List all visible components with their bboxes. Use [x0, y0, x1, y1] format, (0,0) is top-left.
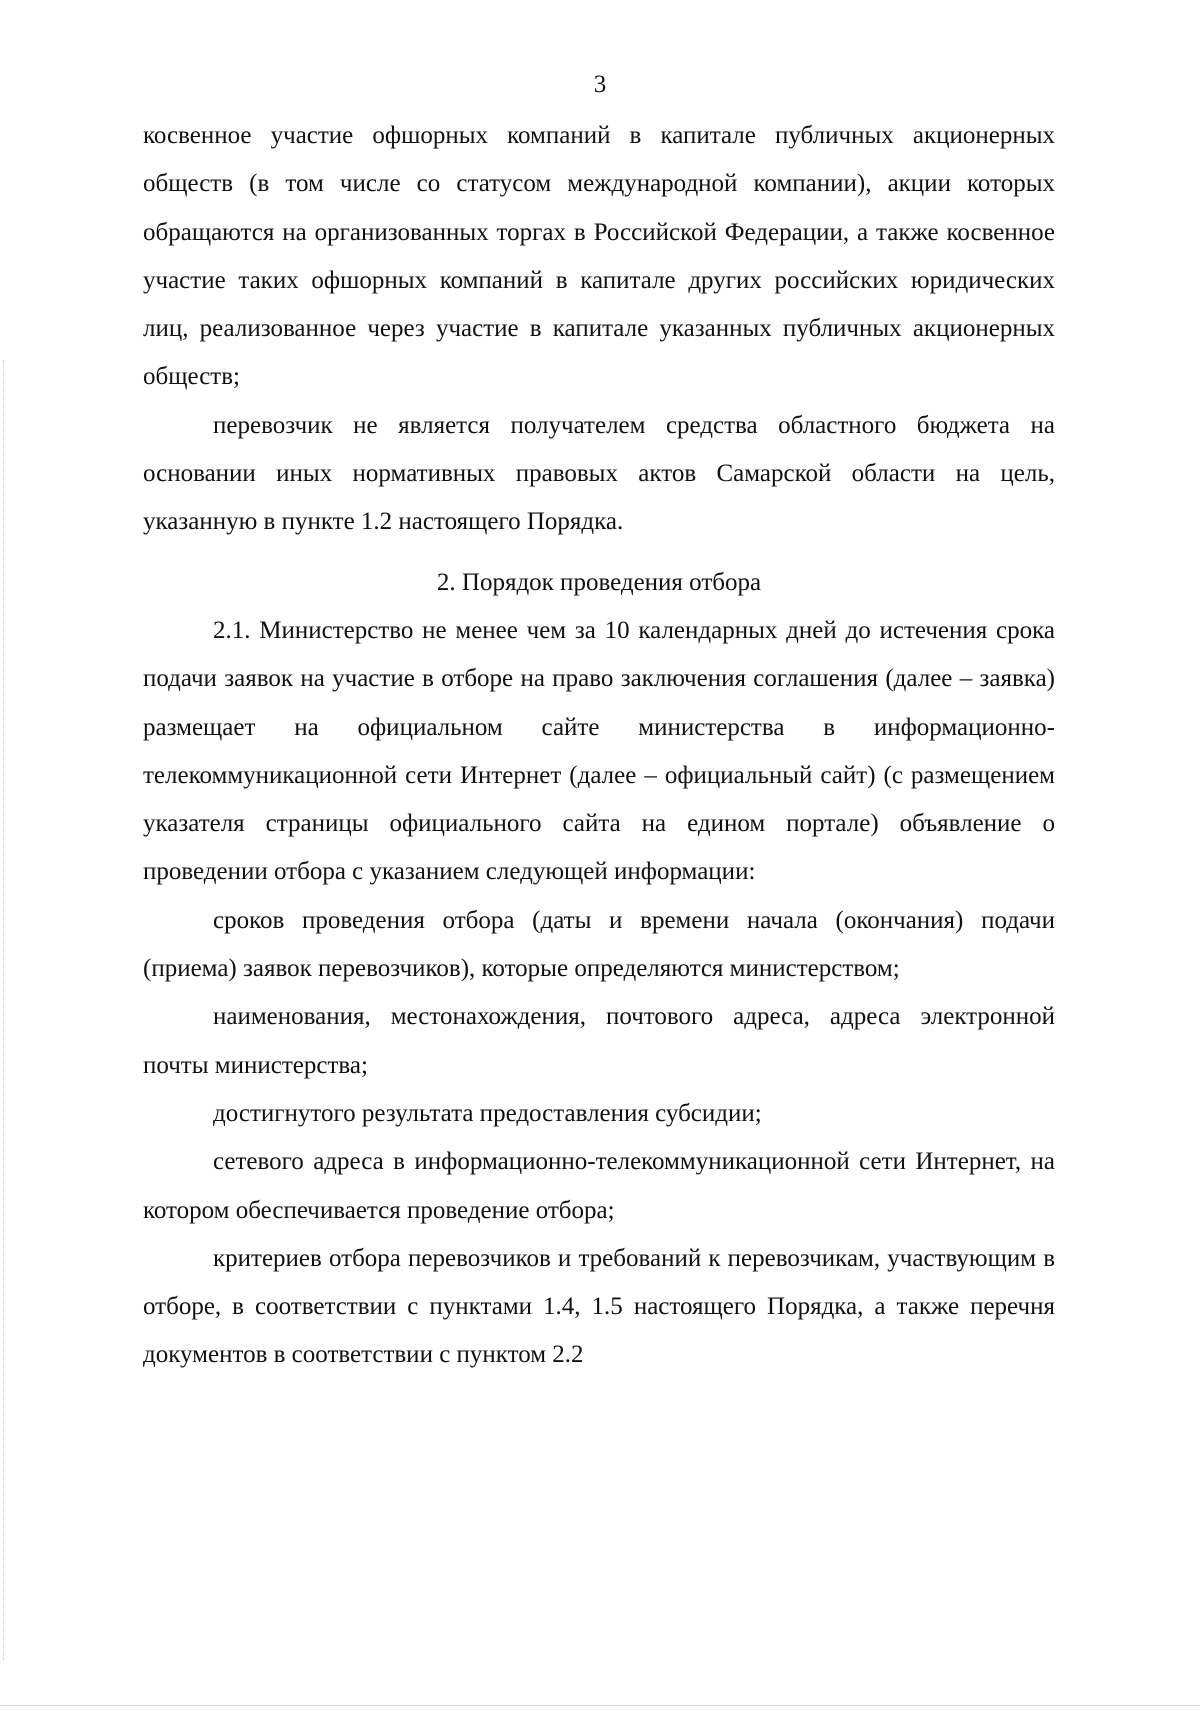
- list-item-result: достигнутого результата предоставления субсидии;: [213, 1099, 762, 1127]
- list-item-network-address: сетевого адреса в информационно-телекоммуникационной сети Интернет, на котором обеспечивается проведение отбора;: [143, 1148, 1055, 1224]
- scan-bottom-edge: [0, 1705, 1200, 1706]
- scan-edge-artifact: [3, 360, 6, 1660]
- list-item-criteria: критериев отбора перевозчиков и требований к перевозчикам, участвующим в отборе, в соответствии с пунктами 1.4, 1.5 настоящего Порядка, а также перечня документов в соответствии с пунктом 2.2: [143, 1244, 1055, 1369]
- list-item-deadlines: сроков проведения отбора (даты и времени начала (окончания) подачи (приема) заявок перевозчиков), которые определяются министерством;: [143, 906, 1055, 983]
- paragraph-2-1: 2.1. Министерство не менее чем за 10 календарных дней до истечения срока подачи заявок на участие в отборе на право заключения соглашения (далее – заявка) размещает на официальном сайте министерства в информационно-телекоммуникационной сети Интернет (далее – официальный сайт) (с размещением указателя страницы официального сайта на едином портале) объявление о проведении отбора с указанием следующей информации:: [143, 616, 1055, 886]
- page-number: 3: [593, 71, 607, 98]
- section-heading: 2. Порядок проведения отбора: [436, 568, 762, 596]
- document-body: [143, 112, 1055, 1380]
- list-item-ministry-address: наименования, местонахождения, почтового адреса, адреса электронной почты министерства;: [143, 1003, 1055, 1079]
- paragraph-offshore-participation: косвенное участие офшорных компаний в капитале публичных акционерных обществ (в том числе со статусом международной компании), акции которых обращаются на организованных торгах в Российской Федерации, а также косвенное участие таких офшорных компаний в капитале других российских юридических лиц, реализованное через участие в капитале указанных публичных акционерных обществ;: [143, 122, 1055, 391]
- paragraph-not-recipient: перевозчик не является получателем средства областного бюджета на основании иных нормативных правовых актов Самарской области на цель, указанную в пункте 1.2 настоящего Порядка.: [143, 411, 1055, 536]
